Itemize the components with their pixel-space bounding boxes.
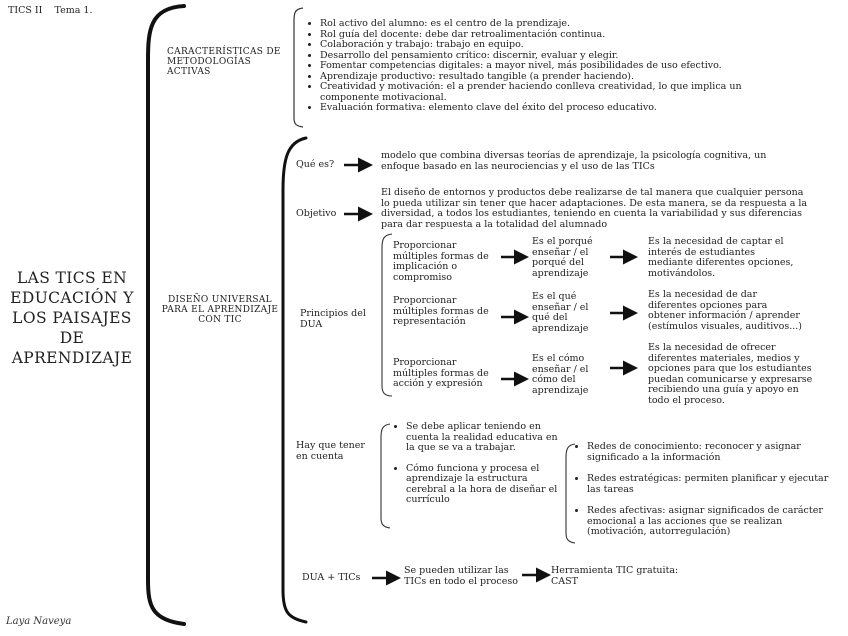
list-item: • Redes de conocimiento: reconocer y asignar significado a la información — [587, 442, 835, 463]
list-item: • Rol guía del docente: debe dar retroalimentación continua. — [320, 30, 776, 41]
list-item: • Cómo funciona y procesa el aprendizaje la estructura cerebral a la hora de diseñar el currículo — [406, 464, 562, 506]
list-item: • Evaluación formativa: elemento clave del éxito del proceso educativo. — [320, 103, 776, 114]
principios-bracket — [382, 234, 392, 396]
list-item: • Rol activo del alumno: es el centro de la prendizaje. — [320, 19, 776, 30]
caracteristicas-bracket — [294, 8, 303, 127]
redes-list — [573, 442, 835, 538]
dua-tics-tool: Herramienta TIC gratuita: CAST — [551, 565, 679, 587]
course-label: TICS II — [8, 5, 43, 16]
header — [8, 6, 92, 17]
list-item: • Colaboración y trabajo: trabajo en equipo. — [320, 40, 776, 51]
dua-tics-text: Se pueden utilizar las TICs en todo el proceso — [404, 565, 518, 587]
principios-label: Principios del DUA — [300, 308, 366, 330]
main-title: LAS TICS EN EDUCACIÓN Y LOS PAISAJES DE APRENDIZAJE — [10, 269, 134, 367]
tener-list — [392, 422, 562, 506]
topic-label: Tema 1. — [54, 5, 93, 16]
list-item: • Redes afectivas: asignar significados de carácter emocional a las acciones que se realizan (motivación, autorregulación) — [587, 506, 835, 538]
tener-label: Hay que tener en cuenta — [296, 440, 365, 462]
list-item: • Redes estratégicas: permiten planificar y ejecutar las tareas — [587, 474, 835, 495]
que-es-text: modelo que combina diversas teorías de aprendizaje, la psicología cognitiva, un enfoque basado en las neurociencias y el uso de las TICs — [381, 150, 767, 172]
caracteristicas-list — [306, 19, 776, 114]
principle-2-what: Es el qué enseñar / el qué del aprendizaje — [532, 291, 589, 334]
signature: Laya Naveya — [6, 616, 72, 627]
list-item: • Aprendizaje productivo: resultado tangible (a prender haciendo). — [320, 72, 776, 83]
principle-3-need: Es la necesidad de ofrecer diferentes materiales, medios y opciones para que los estudiantes puedan comunicarse y expresarse recibiendo una guía y apoyo en todo el proceso. — [648, 342, 813, 406]
dua-tics-label: DUA + TICs — [302, 572, 361, 583]
objetivo-text: El diseño de entornos y productos debe realizarse de tal manera que cualquier persona lo pueda utilizar sin tener que hacer adaptaciones. De esta manera, se da respuesta a la diversidad, a todos los estudiantes, teniendo en cuenta la variabilidad y sus diferencias para dar respuesta a la totalidad del alumnado — [381, 187, 808, 230]
principle-1-why: Es el porqué enseñar / el porqué del aprendizaje — [532, 236, 593, 279]
tener-bracket — [381, 424, 390, 528]
que-es-label: Qué es? — [296, 159, 335, 170]
list-item: • Creatividad y motivación: el a prender haciendo conlleva creatividad, lo que implica un componente motivacional. — [320, 82, 776, 103]
principle-3-how: Es el cómo enseñar / el cómo del aprendizaje — [532, 353, 589, 396]
principle-1-need: Es la necesidad de captar el interés de estudiantes mediante diferentes opciones, motivándolos. — [648, 236, 794, 279]
principle-1: Proporcionar múltiples formas de implicación o compromiso — [393, 240, 489, 283]
principle-3: Proporcionar múltiples formas de acción y expresión — [393, 357, 489, 389]
principle-2: Proporcionar múltiples formas de representación — [393, 295, 489, 327]
objetivo-label: Objetivo — [296, 208, 337, 219]
caracteristicas-title: CARACTERÍSTICAS DE METODOLOGÍAS ACTIVAS — [167, 47, 281, 77]
list-item: • Fomentar competencias digitales: a mayor nivel, más posibilidades de uso efectivo. — [320, 61, 776, 72]
list-item: • Desarrollo del pensamiento crítico: discernir, evaluar y elegir. — [320, 51, 776, 62]
principle-2-need: Es la necesidad de dar diferentes opciones para obtener información / aprender (estímulos visuales, auditivos...) — [648, 289, 802, 332]
list-item: • Se debe aplicar teniendo en cuenta la realidad educativa en la que se va a trabajar. — [406, 422, 562, 454]
dua-title: DISEÑO UNIVERSAL PARA EL APRENDIZAJE CON TIC — [161, 295, 279, 325]
